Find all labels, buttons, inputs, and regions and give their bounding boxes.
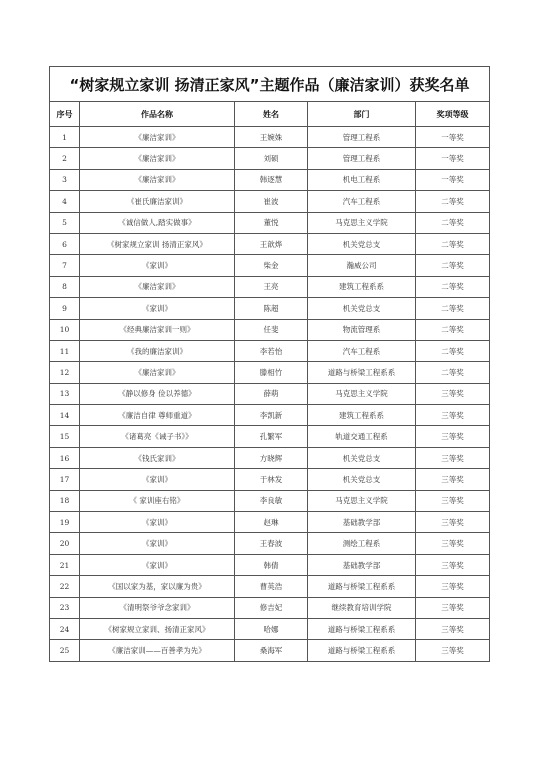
cell-department: 道路与桥梁工程系系 <box>308 618 416 639</box>
cell-award-level: 三等奖 <box>416 405 490 426</box>
table-row <box>50 127 490 148</box>
cell-seq: 16 <box>50 447 80 468</box>
table-row <box>50 276 490 297</box>
cell-name: 刘硕 <box>235 148 308 169</box>
cell-work-title: 《廉洁家训》 <box>80 148 235 169</box>
cell-name: 薛萌 <box>235 383 308 404</box>
table-row <box>50 512 490 533</box>
cell-name: 于林发 <box>235 469 308 490</box>
cell-name: 韩逐慧 <box>235 169 308 190</box>
table-row <box>50 469 490 490</box>
cell-department: 测绘工程系 <box>308 533 416 554</box>
table-row <box>50 405 490 426</box>
cell-work-title: 《静以修身 俭以养德》 <box>80 383 235 404</box>
award-list-document <box>49 66 489 662</box>
cell-seq: 13 <box>50 383 80 404</box>
cell-name: 王婉姝 <box>235 127 308 148</box>
table-row <box>50 233 490 254</box>
cell-work-title: 《树家规立家训 扬清正家风》 <box>80 233 235 254</box>
cell-work-title: 《树家规立家训、扬清正家风》 <box>80 618 235 639</box>
cell-work-title: 《家训》 <box>80 298 235 319</box>
cell-award-level: 二等奖 <box>416 340 490 361</box>
table-row <box>50 319 490 340</box>
cell-award-level: 二等奖 <box>416 233 490 254</box>
header-row <box>50 102 490 127</box>
cell-work-title: 《清明祭爷爷念家训》 <box>80 597 235 618</box>
cell-work-title: 《国以家为基，家以廉为贵》 <box>80 576 235 597</box>
cell-award-level: 三等奖 <box>416 490 490 511</box>
cell-award-level: 一等奖 <box>416 169 490 190</box>
cell-seq: 17 <box>50 469 80 490</box>
cell-name: 滕相竹 <box>235 362 308 383</box>
table-row <box>50 255 490 276</box>
cell-seq: 2 <box>50 148 80 169</box>
cell-department: 道路与桥梁工程系系 <box>308 362 416 383</box>
cell-award-level: 二等奖 <box>416 191 490 212</box>
cell-department: 马克思主义学院 <box>308 212 416 233</box>
cell-name: 王歆烨 <box>235 233 308 254</box>
cell-work-title: 《廉洁家训》 <box>80 127 235 148</box>
cell-seq: 3 <box>50 169 80 190</box>
cell-seq: 22 <box>50 576 80 597</box>
cell-seq: 12 <box>50 362 80 383</box>
cell-seq: 10 <box>50 319 80 340</box>
cell-seq: 25 <box>50 640 80 661</box>
cell-department: 建筑工程系系 <box>308 405 416 426</box>
cell-award-level: 二等奖 <box>416 255 490 276</box>
cell-name: 哈娜 <box>235 618 308 639</box>
cell-award-level: 三等奖 <box>416 554 490 575</box>
cell-department: 马克思主义学院 <box>308 383 416 404</box>
table-row <box>50 640 490 661</box>
cell-work-title: 《 家训座右铭》 <box>80 490 235 511</box>
cell-award-level: 三等奖 <box>416 576 490 597</box>
cell-seq: 5 <box>50 212 80 233</box>
table-row <box>50 169 490 190</box>
cell-department: 汽车工程系 <box>308 191 416 212</box>
cell-award-level: 二等奖 <box>416 276 490 297</box>
cell-seq: 21 <box>50 554 80 575</box>
header-seq: 序号 <box>50 102 80 127</box>
cell-name: 李若怡 <box>235 340 308 361</box>
header-department: 部门 <box>308 102 416 127</box>
cell-department: 管理工程系 <box>308 148 416 169</box>
table-row <box>50 362 490 383</box>
cell-award-level: 三等奖 <box>416 533 490 554</box>
cell-seq: 24 <box>50 618 80 639</box>
cell-work-title: 《家训》 <box>80 554 235 575</box>
table-row <box>50 191 490 212</box>
cell-name: 任斐 <box>235 319 308 340</box>
cell-department: 机关党总支 <box>308 298 416 319</box>
cell-award-level: 三等奖 <box>416 512 490 533</box>
cell-work-title: 《廉洁家训》 <box>80 169 235 190</box>
table-row <box>50 533 490 554</box>
cell-name: 柴金 <box>235 255 308 276</box>
cell-name: 韩倩 <box>235 554 308 575</box>
cell-name: 孔繁军 <box>235 426 308 447</box>
cell-work-title: 《廉洁家训——百善孝为先》 <box>80 640 235 661</box>
cell-department: 机关党总支 <box>308 447 416 468</box>
cell-work-title: 《经典廉洁家训一则》 <box>80 319 235 340</box>
table-row <box>50 383 490 404</box>
cell-award-level: 二等奖 <box>416 319 490 340</box>
cell-work-title: 《廉洁家训》 <box>80 276 235 297</box>
cell-award-level: 三等奖 <box>416 640 490 661</box>
cell-name: 王春波 <box>235 533 308 554</box>
award-list-table <box>49 66 490 662</box>
cell-work-title: 《家训》 <box>80 512 235 533</box>
cell-department: 基础教学部 <box>308 554 416 575</box>
header-work-title: 作品名称 <box>80 102 235 127</box>
cell-department: 机关党总支 <box>308 233 416 254</box>
cell-award-level: 二等奖 <box>416 212 490 233</box>
cell-name: 李良敏 <box>235 490 308 511</box>
cell-department: 基础教学部 <box>308 512 416 533</box>
table-row <box>50 597 490 618</box>
cell-work-title: 《廉洁家训》 <box>80 362 235 383</box>
table-row <box>50 490 490 511</box>
cell-work-title: 《家训》 <box>80 255 235 276</box>
cell-seq: 1 <box>50 127 80 148</box>
cell-department: 建筑工程系系 <box>308 276 416 297</box>
cell-name: 赵琳 <box>235 512 308 533</box>
cell-work-title: 《我的廉洁家训》 <box>80 340 235 361</box>
table-row <box>50 618 490 639</box>
cell-seq: 23 <box>50 597 80 618</box>
cell-award-level: 二等奖 <box>416 362 490 383</box>
cell-seq: 15 <box>50 426 80 447</box>
cell-department: 轨道交通工程系 <box>308 426 416 447</box>
cell-award-level: 三等奖 <box>416 383 490 404</box>
cell-work-title: 《家训》 <box>80 533 235 554</box>
cell-seq: 9 <box>50 298 80 319</box>
table-row <box>50 426 490 447</box>
cell-work-title: 《诚信做人,踏实做事》 <box>80 212 235 233</box>
table-row <box>50 447 490 468</box>
cell-seq: 11 <box>50 340 80 361</box>
table-row <box>50 576 490 597</box>
cell-seq: 18 <box>50 490 80 511</box>
cell-name: 方晓辉 <box>235 447 308 468</box>
cell-award-level: 三等奖 <box>416 426 490 447</box>
cell-seq: 6 <box>50 233 80 254</box>
cell-name: 董悦 <box>235 212 308 233</box>
cell-name: 曹英浩 <box>235 576 308 597</box>
cell-department: 机电工程系 <box>308 169 416 190</box>
cell-seq: 4 <box>50 191 80 212</box>
cell-department: 继续教育培训学院 <box>308 597 416 618</box>
cell-work-title: 《廉洁自律 尊师重道》 <box>80 405 235 426</box>
table-row <box>50 148 490 169</box>
cell-department: 瀚威公司 <box>308 255 416 276</box>
header-name: 姓名 <box>235 102 308 127</box>
cell-work-title: 《诸葛亮《诫子书》》 <box>80 426 235 447</box>
cell-seq: 19 <box>50 512 80 533</box>
cell-department: 管理工程系 <box>308 127 416 148</box>
cell-department: 马克思主义学院 <box>308 490 416 511</box>
cell-department: 汽车工程系 <box>308 340 416 361</box>
cell-award-level: 三等奖 <box>416 469 490 490</box>
table-row <box>50 554 490 575</box>
cell-seq: 20 <box>50 533 80 554</box>
cell-name: 陈超 <box>235 298 308 319</box>
table-body <box>50 127 490 662</box>
cell-name: 王亮 <box>235 276 308 297</box>
cell-name: 修吉妃 <box>235 597 308 618</box>
cell-award-level: 三等奖 <box>416 597 490 618</box>
cell-work-title: 《钱氏家训》 <box>80 447 235 468</box>
table-row <box>50 212 490 233</box>
header-award-level: 奖项等级 <box>416 102 490 127</box>
cell-seq: 14 <box>50 405 80 426</box>
cell-department: 道路与桥梁工程系系 <box>308 576 416 597</box>
cell-award-level: 一等奖 <box>416 148 490 169</box>
cell-department: 物流管理系 <box>308 319 416 340</box>
cell-work-title: 《家训》 <box>80 469 235 490</box>
table-row <box>50 340 490 361</box>
table-title: “树家规立家训 扬清正家风”主题作品（廉洁家训）获奖名单 <box>50 67 490 102</box>
table-row <box>50 298 490 319</box>
cell-seq: 8 <box>50 276 80 297</box>
cell-award-level: 三等奖 <box>416 618 490 639</box>
cell-seq: 7 <box>50 255 80 276</box>
cell-department: 机关党总支 <box>308 469 416 490</box>
cell-award-level: 一等奖 <box>416 127 490 148</box>
cell-name: 崔波 <box>235 191 308 212</box>
cell-department: 道路与桥梁工程系系 <box>308 640 416 661</box>
cell-work-title: 《崔氏廉洁家训》 <box>80 191 235 212</box>
cell-award-level: 三等奖 <box>416 447 490 468</box>
cell-award-level: 二等奖 <box>416 298 490 319</box>
cell-name: 李凯新 <box>235 405 308 426</box>
cell-name: 桑海军 <box>235 640 308 661</box>
